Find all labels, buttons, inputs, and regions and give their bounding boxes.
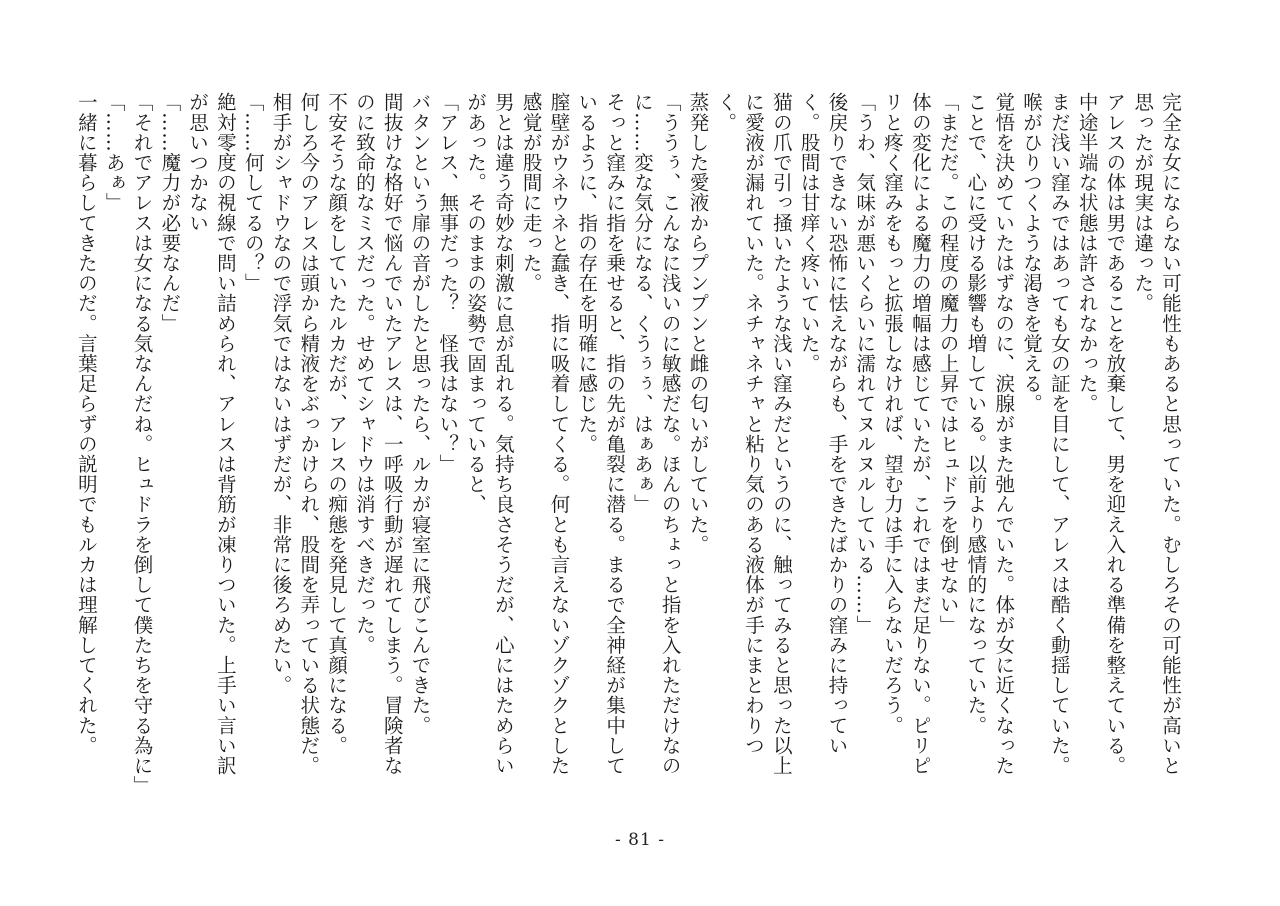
paragraph: 覚悟を決めていたはずなのに、涙腺がまた弛んでいた。体が女に近くなったことで、心に受ける影響も増している。以前より感情的になっていた。 (964, 92, 1016, 776)
paragraph: バタンという扉の音がしたと思ったら、ルカが寝室に飛びこんできた。 (408, 92, 432, 736)
paragraph: 「……あぁ」 (102, 92, 126, 213)
paragraph: 男とは違う奇妙な刺激に息が乱れる。気持ち良さそうだが、心にはためらいがあった。そのままの姿勢で固まっていると、 (464, 92, 515, 776)
paragraph: 体の変化による魔力の増幅は感じていたが、これではまだ足りない。ピリピリと疼く窪みをもっと拡張しなければ、望む力は手に入らないだろう。 (881, 92, 932, 776)
paragraph: そっと窪みに指を乗せると、指の先が亀裂に潜る。まるで全神経が集中しているように、指の存在を明確に感じた。 (575, 92, 627, 776)
paragraph: 猫の爪で引っ掻いたような浅い窪みだというのに、触ってみると思った以上に愛液が漏れていた。ネチャネチャと粘り気のある液体が手にまとわりつく。 (714, 92, 793, 776)
paragraph: 「それでアレスは女になる気なんだね。ヒュドラを倒して僕たちを守る為に」 (130, 92, 154, 796)
paragraph: 「……何してるの？」 (241, 92, 265, 293)
paragraph: 「ううぅ、こんなに浅いのに敏感だな。ほんのちょっと指を入れただけなのに……変な気分になる、くうぅぅ、はぁあぁ」 (630, 92, 682, 776)
paragraph: 「まだだ。この程度の魔力の上昇ではヒュドラを倒せない」 (936, 92, 960, 635)
paragraph: 膣壁がウネウネと蠢き、指に吸着してくる。何とも言えないゾクゾクとした感覚が股間に走った。 (519, 92, 571, 776)
page-number: - 81 - (615, 830, 665, 850)
paragraph: 一緒に暮らしてきたのだ。言葉足らずの説明でもルカは理解してくれた。 (74, 92, 98, 756)
paragraph: アレスの体は男であることを放棄して、男を迎え入れる準備を整えている。中途半端な状態は許されなかった。 (1075, 92, 1127, 776)
paragraph: 間抜けな格好で悩んでいたアレスは、一呼吸行動が遅れてしまう。冒険者なのに致命的なミスだった。せめてシャドウは消すべきだった。 (352, 92, 404, 776)
paragraph: 不安そうな顔をしていたルカだが、アレスの痴態を発見して真顔になる。 (325, 92, 349, 756)
paragraph: 何しろ今のアレスは頭から精液をぶっかけられ、股間を弄っている状態だ。相手がシャドウなので浮気ではないはずだが、非常に後ろめたい。 (269, 92, 321, 776)
vertical-text-body (74, 92, 1184, 796)
paragraph: 絶対零度の視線で問い詰められ、アレスは背筋が凍りついた。上手い言い訳が思いつかない (186, 92, 237, 776)
paragraph: 「……魔力が必要なんだ」 (158, 92, 182, 334)
paragraph: 蒸発した愛液からプンプンと雌の匂いがしていた。 (686, 92, 710, 555)
paragraph: 「アレス、無事だった？ 怪我はない？」 (436, 92, 460, 474)
paragraph: 「うわ、気味が悪いくらいに濡れてヌルヌルしている……」 (853, 92, 877, 635)
paragraph: 後戻りできない恐怖に怯えながらも、手をできたばかりの窪みに持っていく。股間は甘痒く疼いていた。 (797, 92, 849, 756)
paragraph: 完全な女にならない可能性もあると思っていた。むしろその可能性が高いと思ったが現実は違った。 (1131, 92, 1182, 776)
paragraph: まだ浅い窪みではあっても女の証を目にして、アレスは酷く動揺していた。喉がひりつくような渇きを覚える。 (1020, 92, 1071, 776)
